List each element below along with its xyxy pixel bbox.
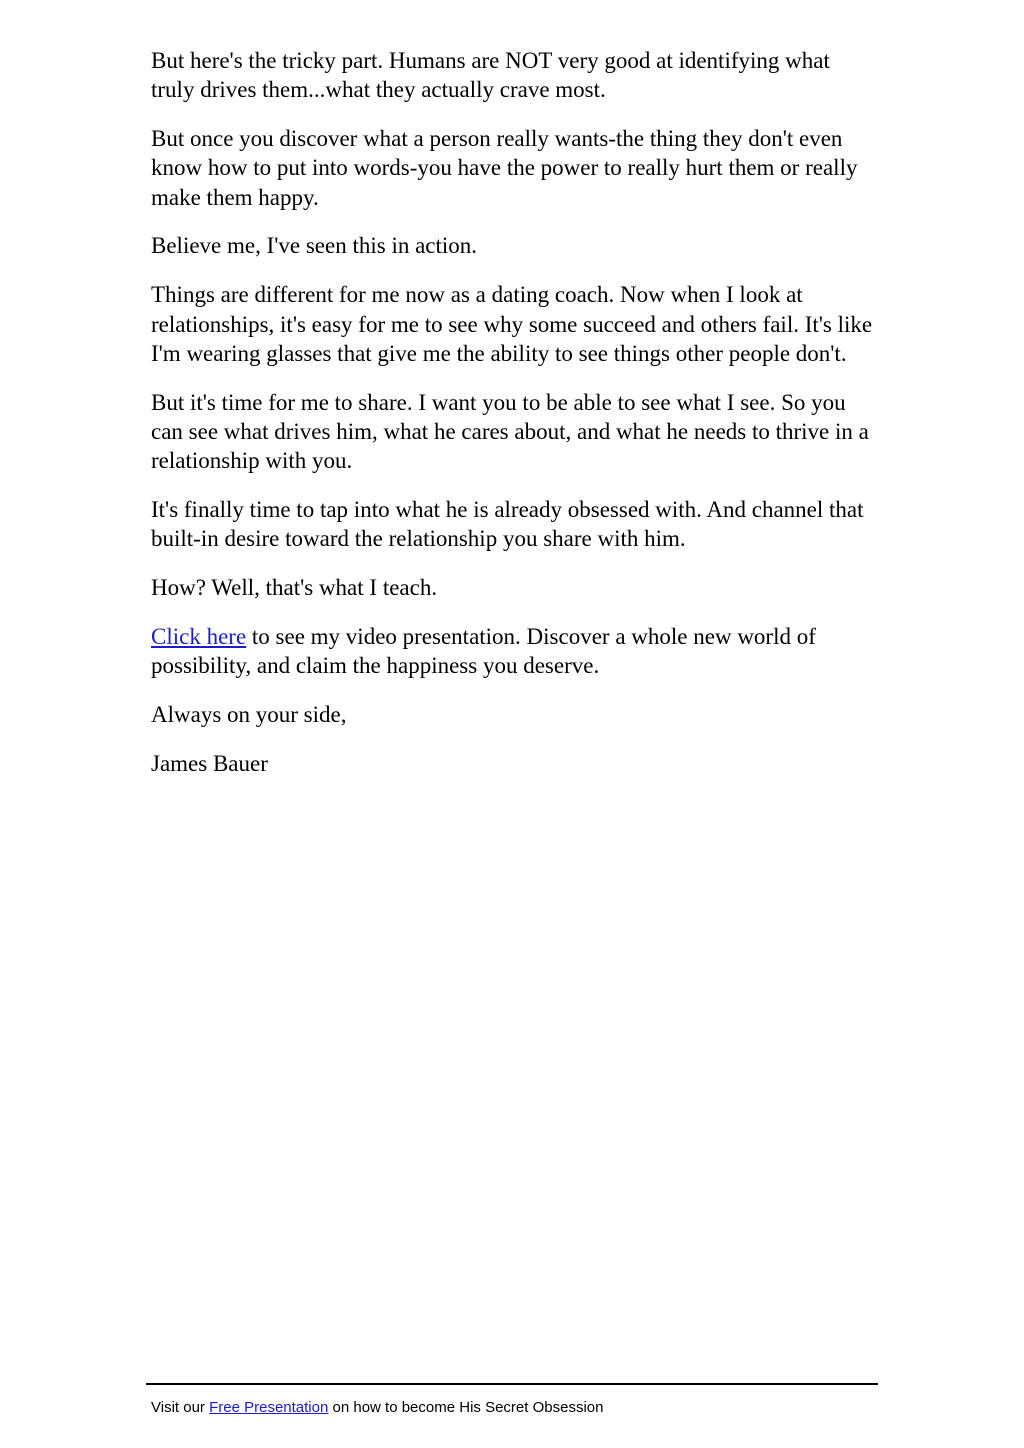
paragraph-believe-me: Believe me, I've seen this in action.	[151, 233, 478, 259]
paragraph-tricky-part: But here's the tricky part. Humans are NOT very good at identifying what truly drives them...what they actually crave most.	[151, 48, 830, 103]
footer-divider	[146, 1383, 878, 1385]
signature: James Bauer	[151, 750, 268, 776]
paragraph-dating-coach: Things are different for me now as a dating coach. Now when I look at relationships, it's easy for me to see why some succeed and others fail. It's like I'm wearing glasses that give me the ability to see things other people don't.	[151, 282, 873, 366]
paragraph-call-to-action	[151, 622, 876, 681]
footer	[151, 1399, 603, 1417]
paragraph-time-to-share: But it's time for me to share. I want you to be able to see what I see. So you can see what drives him, what he cares about, and what he needs to thrive in a relationship with you.	[151, 389, 869, 474]
click-here-link[interactable]: Click here	[151, 623, 247, 649]
footer-suffix: on how to become His Secret Obsession	[328, 1399, 604, 1416]
paragraph-how: How? Well, that's what I teach.	[151, 575, 438, 601]
footer-prefix: Visit our	[151, 1399, 210, 1416]
closing-line: Always on your side,	[151, 702, 347, 728]
paragraph-discover-wants: But once you discover what a person really wants-the thing they don't even know how to put into words-you have the power to really hurt them or really make them happy.	[151, 126, 858, 210]
call-to-action-text: to see my video presentation. Discover a whole new world of possibility, and claim the happiness you deserve.	[151, 623, 816, 679]
free-presentation-link[interactable]: Free Presentation	[209, 1399, 329, 1416]
document-body	[151, 46, 876, 798]
paragraph-tap-into: It's finally time to tap into what he is already obsessed with. And channel that built-in desire toward the relationship you share with him.	[151, 497, 864, 552]
